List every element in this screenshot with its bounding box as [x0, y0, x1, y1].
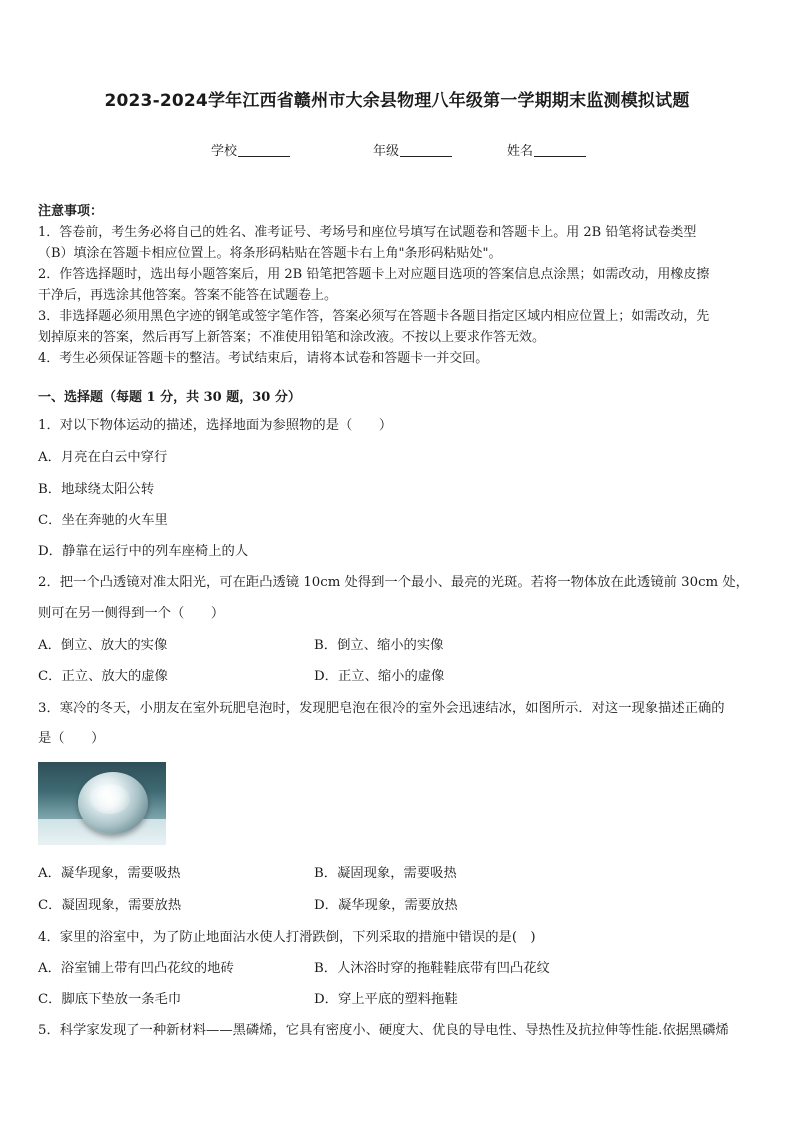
grade-label: 年级 [373, 144, 400, 159]
q4-option-d: D．穿上平底的塑料拖鞋 [314, 992, 458, 1007]
school-blank [238, 156, 290, 157]
q1-option-c: C．坐在奔驰的火车里 [38, 513, 168, 528]
grade-blank [400, 156, 452, 157]
notice-line: 2．作答选择题时，选出每小题答案后，用 2B 铅笔把答题卡上对应题目选项的答案信息点涂黑；如需改动，用橡皮擦 [38, 267, 710, 282]
question-2-stem: 2．把一个凸透镜对准太阳光，可在距凸透镜 10cm 处得到一个最小、最亮的光斑。若将一物体放在此透镜前 30cm 处， [38, 575, 749, 590]
q2-option-c: C．正立、放大的虚像 [38, 669, 168, 684]
notice-heading: 注意事项： [38, 204, 104, 219]
q2-option-b: B．倒立、缩小的实像 [314, 638, 444, 653]
frost-highlight [90, 784, 130, 814]
q4-option-b: B．人沐浴时穿的拖鞋鞋底带有凹凸花纹 [314, 961, 550, 976]
question-4-stem: 4．家里的浴室中，为了防止地面沾水使人打滑跌倒，下列采取的措施中错误的是( ) [38, 930, 536, 945]
q2-option-d: D．正立、缩小的虚像 [314, 669, 445, 684]
section-title: 一、选择题（每题 1 分，共 30 题，30 分） [38, 390, 301, 405]
q4-option-c: C．脚底下垫放一条毛巾 [38, 992, 182, 1007]
notice-line: （B）填涂在答题卡相应位置上。将条形码粘贴在答题卡右上角"条形码粘贴处"。 [38, 246, 502, 261]
q2-option-a: A．倒立、放大的实像 [38, 638, 168, 653]
question-5-stem: 5．科学家发现了一种新材料——黑磷烯，它具有密度小、硬度大、优良的导电性、导热性及抗拉伸等性能.依据黑磷烯 [38, 1023, 729, 1038]
q1-option-a: A．月亮在白云中穿行 [38, 450, 168, 465]
q4-option-a: A．浴室铺上带有凹凸花纹的地砖 [38, 961, 234, 976]
q3-option-a: A．凝华现象，需要吸热 [38, 866, 181, 881]
name-blank [534, 156, 586, 157]
exam-title: 2023-2024学年江西省赣州市大余县物理八年级第一学期期末监测模拟试题 [104, 91, 690, 111]
frozen-bubble-photo [38, 762, 166, 845]
question-1-stem: 1．对以下物体运动的描述，选择地面为参照物的是（ ） [38, 418, 393, 433]
q1-option-d: D．静靠在运行中的列车座椅上的人 [38, 544, 249, 559]
notice-line: 干净后，再选涂其他答案。答案不能答在试题卷上。 [38, 288, 338, 303]
school-label: 学校 [211, 144, 238, 159]
notice-line: 3．非选择题必须用黑色字迹的钢笔或签字笔作答，答案必须写在答题卡各题目指定区域内相应位置上；如需改动，先 [38, 309, 710, 324]
q3-option-b: B．凝固现象，需要吸热 [314, 866, 457, 881]
notice-line: 4．考生必须保证答题卡的整洁。考试结束后，请将本试卷和答题卡一并交回。 [38, 351, 489, 366]
name-label: 姓名 [507, 144, 534, 159]
q3-option-c: C．凝固现象，需要放热 [38, 898, 182, 913]
q3-option-d: D．凝华现象，需要放热 [314, 898, 458, 913]
notice-line: 1．答卷前，考生务必将自己的姓名、准考证号、考场号和座位号填写在试题卷和答题卡上。用 2B 铅笔将试卷类型 [38, 225, 697, 240]
question-2-stem-cont: 则可在另一侧得到一个（ ） [38, 606, 225, 621]
school-field [211, 140, 290, 159]
name-field [507, 140, 586, 159]
grade-field [373, 140, 452, 159]
question-3-stem-cont: 是（ ） [38, 731, 105, 746]
notice-block [38, 201, 762, 369]
question-3-stem: 3．寒冷的冬天，小朋友在室外玩肥皂泡时，发现肥皂泡在很冷的室外会迅速结冰，如图所示．对这一现象描述正确的 [38, 701, 725, 716]
notice-line: 划掉原来的答案，然后再写上新答案；不准使用铅笔和涂改液。不按以上要求作答无效。 [38, 330, 546, 345]
q1-option-b: B．地球绕太阳公转 [38, 482, 155, 497]
